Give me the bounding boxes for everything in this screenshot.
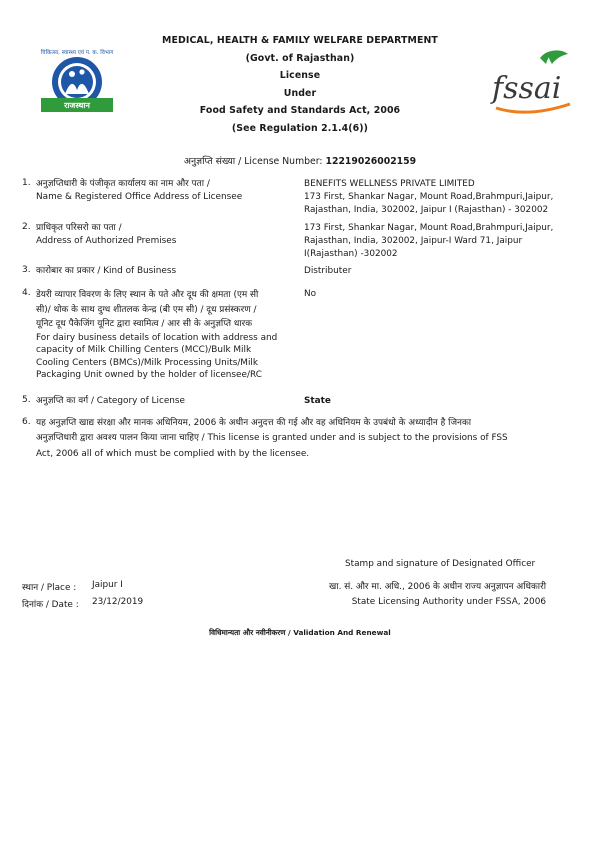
row-2-value-line: Rajasthan, India, 302002, Jaipur-I Ward 71, Jaipur <box>304 236 523 246</box>
row-1-label-line: अनुज्ञप्तिधारी के पंजीकृत कार्यालय का नाम और पता / <box>36 179 210 189</box>
department-title: MEDICAL, HEALTH & FAMILY WELFARE DEPARTMENT <box>162 35 438 46</box>
row-2-number: 2. <box>22 222 31 232</box>
row-5-number: 5. <box>22 395 31 405</box>
document-header <box>140 32 460 138</box>
row-2-label-line: प्राधिकृत परिसरो का पता / <box>36 223 122 233</box>
license-terms-paragraph <box>36 416 581 462</box>
terms-line: Act, 2006 all of which must be complied with by the licensee. <box>36 448 310 459</box>
row-4-number: 4. <box>22 288 31 298</box>
row-3-label <box>36 265 300 278</box>
row-4-label-line: For dairy business details of location with address and <box>36 332 278 343</box>
fssai-logo-text: fssai <box>492 71 562 106</box>
row-4-label-line: Cooling Centers (BMCs)/Milk Processing Units/Milk <box>36 357 259 368</box>
row-3-value-line: Distributer <box>304 266 352 276</box>
row-1-number: 1. <box>22 178 31 188</box>
left-logo-text-top: चिकित्सा, स्वास्थ्य एवं प. क. विभाग <box>40 50 114 56</box>
row-1-value-line: Rajasthan, India, 302002, Jaipur I (Rajasthan) - 302002 <box>304 205 549 215</box>
row-5-label-line: अनुज्ञप्ति का वर्ग / Category of License <box>36 396 186 406</box>
license-heading: License <box>279 70 321 82</box>
left-logo-text-bottom: राजस्थान <box>64 101 90 110</box>
government-line: (Govt. of Rajasthan) <box>245 52 355 64</box>
authority-line-hindi: खा. सं. और मा. अधि., 2006 के अधीन राज्य अनुज्ञापन अधिकारी <box>329 582 546 592</box>
row-2-value-line: I(Rajasthan) -302002 <box>304 249 398 259</box>
date-row <box>22 597 144 610</box>
under-line: Under <box>283 87 317 99</box>
place-value: Jaipur I <box>92 580 123 590</box>
row-1-value <box>304 178 594 217</box>
row-4-label-line: सी)/ थोक के साथ दुग्ध शीतलक केन्द्र (बी एम सी) / दूध प्रसंस्करण / <box>36 304 257 315</box>
stamp-signature-label: Stamp and signature of Designated Officer <box>345 559 536 569</box>
row-2-value-line: 173 First, Shankar Nagar, Mount Road,Brahmpuri,Jaipur, <box>304 223 554 233</box>
row-4-label-line: डेयरी व्यापार विवरण के लिए स्थान के पते और दूध की क्षमता (एम सी <box>36 290 259 300</box>
place-row <box>22 580 123 593</box>
row-5-value-line: State <box>304 396 331 406</box>
place-label: स्थान / Place : <box>22 583 77 593</box>
row-4-value-line: No <box>304 289 317 299</box>
row-1-label-line: Name & Registered Office Address of Licensee <box>36 192 243 203</box>
authority-line-english: State Licensing Authority under FSSA, 2006 <box>351 597 546 608</box>
validation-renewal-heading: विधिमान्यता और नवीनीकरण / Validation And Renewal <box>209 628 391 637</box>
regulation-line: (See Regulation 2.1.4(6)) <box>231 122 369 134</box>
license-number-value: 12219026002159 <box>325 156 417 167</box>
fssai-logo <box>488 46 578 126</box>
row-4-label-line: Packaging Unit owned by the holder of licensee/RC <box>36 370 262 381</box>
row-3-label-line: कारोबार का प्रकार / Kind of Business <box>36 266 177 276</box>
license-number-label: अनुज्ञप्ति संख्या / License Number: <box>183 156 323 167</box>
row-2-label-line: Address of Authorized Premises <box>36 236 177 247</box>
row-4-label-line: यूनिट दूध पैकेजिंग यूनिट द्वारा स्वामित्व / आर सी के अनुज्ञप्ति धारक <box>36 319 253 329</box>
row-4-label-line: capacity of Milk Chilling Centers (MCC)/Bulk Milk <box>36 345 252 356</box>
terms-line: यह अनुज्ञप्ति खाद्य संरक्षा और मानक अधिनियम, 2006 के अधीन अनुदत्त की गई और वह अधिनियम के उपबंधो के अध्यादीन है जिनका <box>36 418 472 428</box>
terms-line: अनुज्ञप्तिधारी द्वारा अवश्य पालन किया जाना चाहिए / This license is granted under and is subject to the provisions of FSS <box>36 433 508 444</box>
date-label: दिनांक / Date : <box>22 600 79 610</box>
row-3-number: 3. <box>22 265 31 275</box>
row-1-value-line: BENEFITS WELLNESS PRIVATE LIMITED <box>304 179 475 189</box>
rajasthan-health-dept-logo <box>37 46 117 120</box>
row-5-label <box>36 395 300 408</box>
row-2-value <box>304 222 594 261</box>
row-1-value-line: 173 First, Shankar Nagar, Mount Road,Brahmpuri,Jaipur, <box>304 192 554 202</box>
row-4-value <box>304 288 594 301</box>
row-1-label <box>36 178 300 204</box>
row-6-number: 6. <box>22 417 31 427</box>
date-value: 23/12/2019 <box>92 597 144 607</box>
row-4-label <box>36 288 300 382</box>
act-title: Food Safety and Standards Act, 2006 <box>199 105 401 117</box>
row-2-label <box>36 222 300 248</box>
license-number-line <box>0 154 600 167</box>
row-3-value <box>304 265 594 278</box>
row-5-value <box>304 395 594 408</box>
licensing-authority <box>300 580 546 611</box>
